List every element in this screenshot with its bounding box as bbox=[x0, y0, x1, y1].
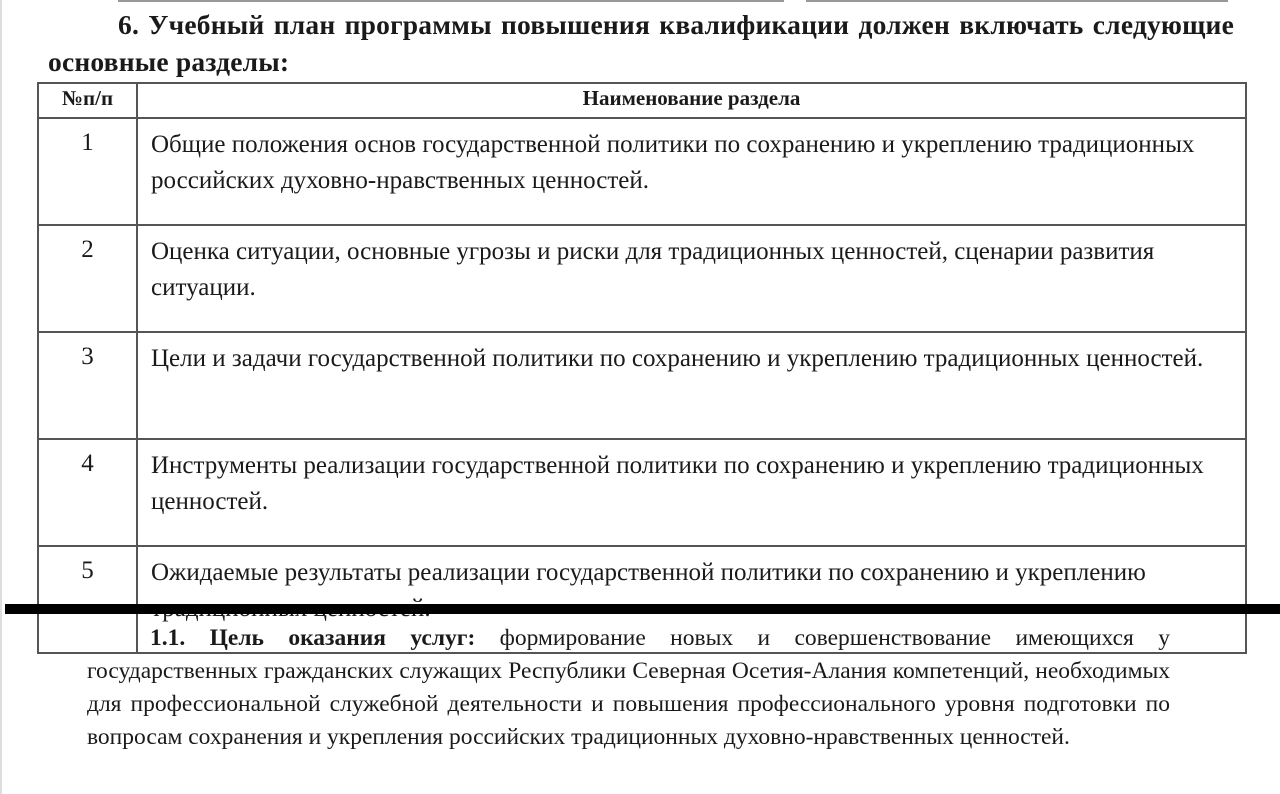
row-text: Инструменты реализации государственной политики по сохранению и укреплению традиционных ценностей. bbox=[137, 439, 1246, 546]
goal-text: формирование новых и совершенствование имеющихся у государственных гражданских служащих Республики Северная Осетия-Алания компетенций, необходимых для профессиональной служебной деятельности и повышения профессионального уровня подготовки по вопросам сохранения и укрепления российских традиционных духовно-нравственных ценностей. bbox=[87, 625, 1170, 750]
goal-label: 1.1. Цель оказания услуг: bbox=[150, 625, 476, 651]
row-number: 5 bbox=[38, 546, 137, 653]
header-section-name: Наименование раздела bbox=[137, 83, 1246, 118]
row-text: Ожидаемые результаты реализации государственной политики по сохранению и укреплению bbox=[137, 546, 1246, 653]
collage-divider bbox=[5, 604, 1280, 614]
goal-paragraph bbox=[87, 622, 1170, 754]
header-number: №п/п bbox=[38, 83, 137, 118]
section-heading: 6. Учебный план программы повышения квалификации должен включать следующие основные разделы: bbox=[48, 9, 1234, 77]
table-header-row bbox=[38, 83, 1246, 118]
row-text: Общие положения основ государственной политики по сохранению и укреплению традиционных российских духовно-нравственных ценностей. bbox=[137, 118, 1246, 225]
table-row bbox=[38, 225, 1246, 332]
row-number: 4 bbox=[38, 439, 137, 546]
row-text: Оценка ситуации, основные угрозы и риски для традиционных ценностей, сценарии развития ситуации. bbox=[137, 225, 1246, 332]
row-number: 3 bbox=[38, 332, 137, 439]
table-row bbox=[38, 118, 1246, 225]
row-number: 2 bbox=[38, 225, 137, 332]
sections-table bbox=[37, 82, 1247, 654]
row-number: 1 bbox=[38, 118, 137, 225]
row-text: Цели и задачи государственной политики по сохранению и укреплению традиционных ценностей. bbox=[137, 332, 1246, 439]
table-row bbox=[38, 439, 1246, 546]
table-row bbox=[38, 332, 1246, 439]
